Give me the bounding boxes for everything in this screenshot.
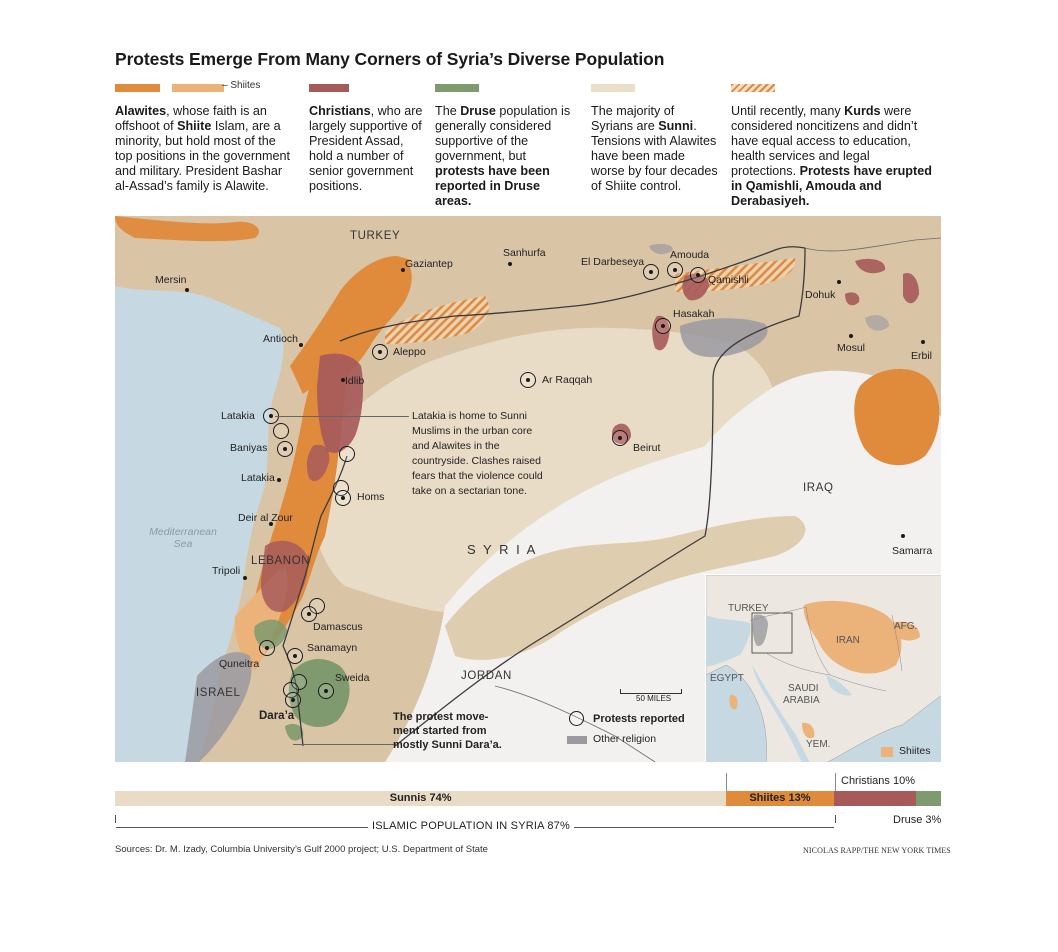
city-label-sanamayn: Sanamayn bbox=[307, 642, 358, 654]
christian-swatch bbox=[309, 84, 349, 92]
christians-text: , who are largely supportive of President Assad, hold a number of senior government positions. bbox=[309, 104, 423, 193]
protest-marker-latakia-2 bbox=[273, 423, 289, 439]
bar-segment-druse bbox=[916, 791, 941, 806]
city-label-gaziantep: Gaziantep bbox=[405, 258, 453, 270]
kurds-text-0: Until recently, many bbox=[731, 104, 845, 118]
latakia-note-line: Latakia is home to Sunni bbox=[412, 410, 527, 422]
druse-term: Druse bbox=[460, 104, 496, 118]
latakia-note-leader bbox=[275, 416, 409, 417]
druse-text-0: The bbox=[435, 104, 461, 118]
legend-druse bbox=[435, 80, 575, 209]
city-label-samarra: Samarra bbox=[892, 545, 933, 557]
latakia-note-line: and Alawites in the bbox=[412, 440, 500, 452]
city-label-sanhurfa: Sanhurfa bbox=[503, 247, 546, 259]
key-other-swatch bbox=[567, 736, 587, 744]
page-title: Protests Emerge From Many Corners of Syria’s Diverse Population bbox=[115, 49, 665, 69]
druse-protest-text: protests have been reported in Druse areas. bbox=[435, 164, 550, 208]
daraa-note-line: ment started from bbox=[393, 725, 487, 737]
protest-marker-qamishli bbox=[690, 267, 706, 283]
city-dot-mosul bbox=[849, 334, 853, 338]
latakia-note-line: Muslims in the urban core bbox=[412, 425, 533, 437]
city-label-arraqqah: Ar Raqqah bbox=[542, 374, 593, 386]
kurd-swatch bbox=[731, 84, 775, 92]
protest-marker-homs bbox=[335, 490, 351, 506]
kurds-text-1: were considered noncitizens and didn’t have equal access to education, health services and legal protections. bbox=[731, 104, 918, 178]
city-label-damascus: Damascus bbox=[313, 621, 363, 633]
shiite-swatch bbox=[172, 84, 224, 92]
daraa-note-line: mostly Sunni Dara’a. bbox=[393, 739, 502, 751]
city-label-tartus: Latakia bbox=[241, 472, 275, 484]
christian-tick bbox=[835, 773, 836, 791]
alawite-swatch bbox=[115, 84, 160, 92]
christians-share-label: Christians 10% bbox=[841, 775, 915, 787]
city-dot-antioch bbox=[299, 343, 303, 347]
protest-marker-quneitra bbox=[259, 640, 275, 656]
shiites-tag: – Shiites bbox=[222, 80, 261, 91]
legend-kurds bbox=[731, 80, 936, 209]
country-label-turkey: TURKEY bbox=[350, 230, 401, 242]
city-label-quneitra: Quneitra bbox=[219, 658, 260, 670]
city-label-baniyas: Baniyas bbox=[230, 442, 268, 454]
protest-marker-hama bbox=[339, 446, 355, 462]
protest-marker-sanamayn bbox=[287, 648, 303, 664]
islamic-population-label: ISLAMIC POPULATION IN SYRIA 87% bbox=[368, 820, 574, 832]
city-label-sweida: Sweida bbox=[335, 672, 370, 684]
protest-marker-hasakah bbox=[655, 318, 671, 334]
syria-map bbox=[115, 216, 941, 762]
city-label-daraa: Dara’a bbox=[259, 710, 295, 722]
shiites-tag-label: Shiites bbox=[230, 80, 261, 91]
shiite-tick bbox=[726, 773, 727, 791]
druse-share-label: Druse 3% bbox=[893, 814, 942, 826]
inset-label-saudi: SAUDI bbox=[788, 683, 819, 694]
city-label-qamishli: Qamishli bbox=[708, 274, 749, 286]
inset-shiite-swatch bbox=[881, 747, 893, 757]
legend-sunni bbox=[591, 80, 719, 194]
latakia-note-line: countryside. Clashes raised bbox=[412, 455, 541, 467]
latakia-note-line: fears that the violence could bbox=[412, 470, 543, 482]
city-dot-tartus bbox=[277, 478, 281, 482]
protest-marker-daraa bbox=[285, 692, 301, 708]
inset-label-arabia: ARABIA bbox=[783, 695, 820, 706]
legend-alawites bbox=[115, 80, 295, 194]
country-label-iraq: IRAQ bbox=[803, 482, 834, 494]
key-protest-icon bbox=[569, 711, 584, 726]
protest-marker-deiralzour bbox=[612, 430, 628, 446]
scale-label: 50 MILES bbox=[636, 694, 672, 703]
inset-label-yem: YEM. bbox=[806, 739, 831, 750]
city-dot-sanhurfa bbox=[508, 262, 512, 266]
sunni-text-1: . Tensions with Alawites have been made worse by four decades of Shiite control. bbox=[591, 119, 718, 193]
city-dot-mersin bbox=[185, 288, 189, 292]
inset-map bbox=[705, 574, 941, 762]
city-dot-beirut bbox=[243, 576, 247, 580]
sunni-swatch bbox=[591, 84, 635, 92]
city-dot-erbil bbox=[921, 340, 925, 344]
latakia-note-line: take on a sectarian tone. bbox=[412, 485, 527, 497]
city-label-antioch: Antioch bbox=[263, 333, 299, 345]
sunni-term: Sunni bbox=[658, 119, 694, 133]
protest-marker-eldarbeseya bbox=[643, 264, 659, 280]
protest-marker-sweida bbox=[318, 683, 334, 699]
city-label-mersin: Mersin bbox=[155, 274, 187, 286]
city-label-idlib: Idlib bbox=[345, 375, 365, 387]
city-label-tripoli: Deir al Zour bbox=[238, 512, 293, 524]
alawites-term: Alawites bbox=[115, 104, 167, 118]
legend-christians bbox=[309, 80, 424, 194]
city-dot-samarra bbox=[901, 534, 905, 538]
inset-label-turkey: TURKEY bbox=[728, 603, 769, 614]
city-label-dohuk: Dohuk bbox=[805, 289, 836, 301]
protest-marker-baniyas bbox=[277, 441, 293, 457]
city-dot-dohuk bbox=[837, 280, 841, 284]
city-label-mosul: Mosul bbox=[837, 342, 866, 354]
druse-swatch bbox=[435, 84, 479, 92]
alawites-text-1: , whose faith is an offshoot of bbox=[115, 104, 267, 133]
shiite-term: Shiite bbox=[177, 119, 212, 133]
inset-shiite-label: Shiites bbox=[899, 745, 931, 757]
kurds-protest-text: Protests have erupted in Qamishli, Amouda and Derabasiyeh. bbox=[731, 164, 932, 208]
protest-marker-aleppo bbox=[372, 344, 388, 360]
protest-marker-amouda bbox=[667, 262, 683, 278]
country-label-syria: S Y R I A bbox=[467, 542, 538, 557]
key-protests-label: Protests reported bbox=[593, 713, 685, 725]
sunni-text-0: The majority of Syrians are bbox=[591, 104, 675, 133]
alawites-text-2: Islam, are a minority, but hold most of the top positions in the government and military. President Bashar al-Assad’s family is Alawite. bbox=[115, 119, 291, 193]
city-label-latakia: Latakia bbox=[221, 410, 255, 422]
city-label-hasakah: Hasakah bbox=[673, 308, 715, 320]
inset-label-egypt: EGYPT bbox=[710, 673, 744, 684]
inset-label-iran: IRAN bbox=[836, 635, 860, 646]
sea-label: Mediterranean Sea bbox=[149, 526, 217, 550]
city-label-beirut: Tripoli bbox=[212, 565, 241, 577]
inset-label-afg: AFG. bbox=[894, 621, 918, 632]
sources: Sources: Dr. M. Izady, Columbia University’s Gulf 2000 project; U.S. Department of State bbox=[115, 844, 488, 855]
christians-term: Christians bbox=[309, 104, 371, 118]
city-label-homs: Homs bbox=[357, 491, 385, 503]
protest-marker-arraqqah bbox=[520, 372, 536, 388]
daraa-note bbox=[393, 710, 502, 752]
bar-segment-sunnis: Sunnis 74% bbox=[115, 791, 726, 806]
country-label-israel: ISRAEL bbox=[196, 687, 241, 699]
protest-marker-damascus bbox=[301, 606, 317, 622]
city-label-eldarbeseya: El Darbeseya bbox=[581, 256, 645, 268]
daraa-note-leader bbox=[293, 744, 397, 745]
city-label-deiralzour: Beirut bbox=[633, 442, 661, 454]
country-label-jordan: JORDAN bbox=[461, 670, 512, 682]
bar-segment-christians bbox=[834, 791, 917, 806]
map-overlay bbox=[115, 216, 941, 762]
country-label-lebanon: LEBANON bbox=[251, 555, 311, 567]
kurds-term: Kurds bbox=[844, 104, 881, 118]
druse-text-1: population is generally considered supportive of the government, but bbox=[435, 104, 571, 163]
key-other-label: Other religion bbox=[593, 733, 657, 745]
population-bar bbox=[115, 791, 941, 806]
city-label-erbil: Erbil bbox=[911, 350, 933, 362]
city-label-aleppo: Aleppo bbox=[393, 346, 426, 358]
daraa-note-line: The protest move- bbox=[393, 711, 489, 723]
latakia-note bbox=[412, 409, 543, 499]
bar-segment-shiites: Shiites 13% bbox=[726, 791, 833, 806]
city-label-amouda: Amouda bbox=[670, 249, 710, 261]
credit: NICOLAS RAPP/THE NEW YORK TIMES bbox=[803, 846, 951, 855]
